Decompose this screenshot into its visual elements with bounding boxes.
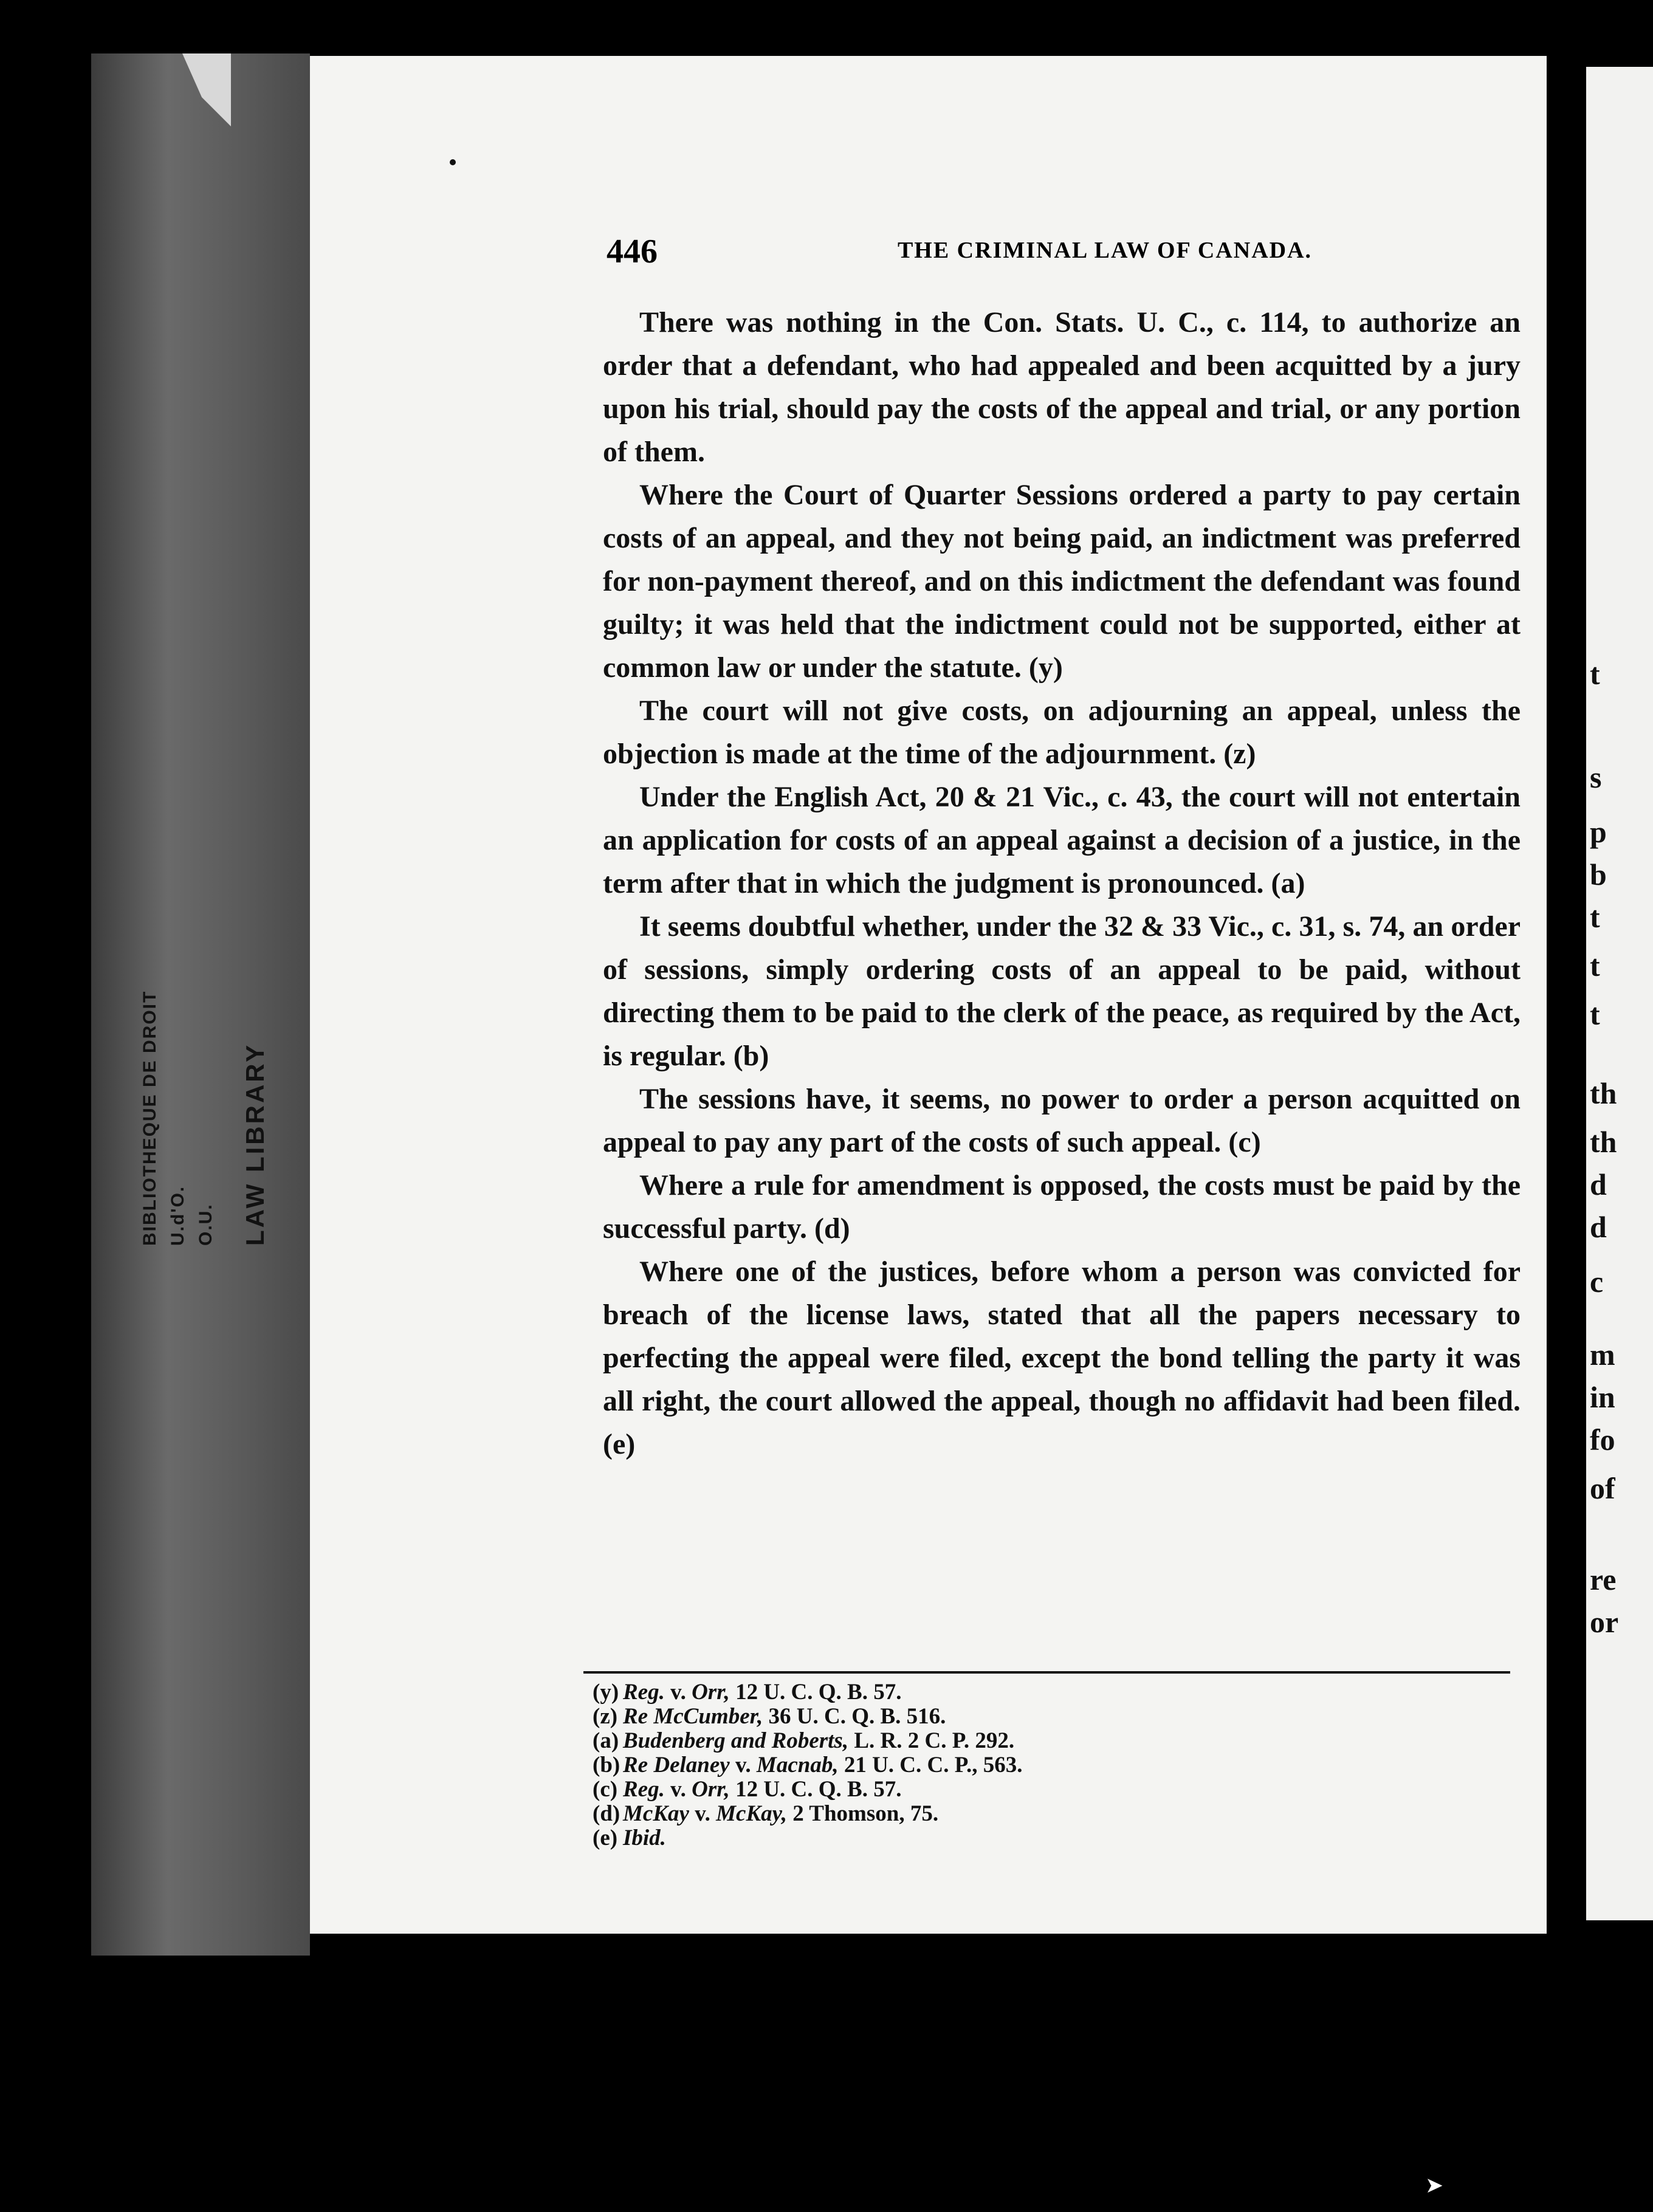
facing-page-fragment: fo [1590, 1423, 1615, 1457]
facing-page-fragment: b [1590, 857, 1607, 891]
facing-page-fragment: t [1590, 949, 1600, 983]
facing-page-fragment: d [1590, 1167, 1607, 1201]
scan-mark: ➤ [1425, 2173, 1444, 2197]
page-header [607, 232, 1521, 275]
paragraph: Where a rule for amendment is opposed, the costs must be paid by the successful party. (d) [603, 1169, 1521, 1245]
spine-label-line2: U.d'O. [168, 1185, 188, 1246]
facing-page-fragment: th [1590, 1076, 1617, 1110]
facing-page-fragment: s [1590, 760, 1602, 794]
facing-page-fragment: re [1590, 1562, 1617, 1596]
facing-page-fragment: th [1590, 1125, 1617, 1159]
paragraph: There was nothing in the Con. Stats. U. C., c. 114, to authorize an order that a defendant, who had appealed and been acquitted by a jury upon his trial, should pay the costs of the appeal and trial, or any portion of them. [603, 306, 1521, 468]
footnote: (a) Budenberg and Roberts, L. R. 2 C. P. 292. [593, 1728, 1015, 1753]
page-number: 446 [607, 233, 658, 270]
facing-page-fragment: m [1590, 1338, 1615, 1372]
footnote: (c) Reg. v. Orr, 12 U. C. Q. B. 57. [593, 1777, 902, 1802]
facing-page-fragment: or [1590, 1605, 1619, 1639]
facing-page-fragment: in [1590, 1380, 1615, 1414]
facing-page-edge [1586, 67, 1653, 1920]
paragraph: Under the English Act, 20 & 21 Vic., c. 43, the court will not entertain an application for costs of an appeal against a decision of a justice, in the term after that in which the judgment is pronounced. (a) [603, 781, 1521, 899]
paragraph: It seems doubtful whether, under the 32 & 33 Vic., c. 31, s. 74, an order of sessions, simply ordering costs of an appeal to be paid, without directing them to be paid to the clerk of the peace, as required by the Act, is regular. (b) [603, 910, 1521, 1072]
speck [450, 159, 456, 165]
facing-page-fragment: d [1590, 1210, 1607, 1244]
facing-page-fragment: of [1590, 1471, 1615, 1505]
spine-label-line3: O.U. [196, 1203, 216, 1246]
facing-page-fragment: t [1590, 657, 1600, 691]
paragraph: The court will not give costs, on adjourning an appeal, unless the objection is made at the time of the adjournment. (z) [603, 695, 1521, 770]
spine-label-line1: BIBLIOTHEQUE DE DROIT [140, 990, 160, 1246]
spine-label-line4: LAW LIBRARY [241, 1042, 269, 1246]
footnote: (b) Re Delaney v. Macnab, 21 U. C. C. P., 563. [593, 1753, 1023, 1777]
paragraph: Where one of the justices, before whom a person was convicted for breach of the license laws, stated that all the papers necessary to perfecting the appeal were filed, except the bond telling the party it was all right, the court allowed the appeal, though no affidavit had been filed. (e) [603, 1255, 1521, 1460]
paragraph: Where the Court of Quarter Sessions ordered a party to pay certain costs of an appeal, and they not being paid, an indictment was preferred for non-payment thereof, and on this indictment the defendant was found guilty; it was held that the indictment could not be supported, either at common law or under the statute. (y) [603, 479, 1521, 684]
footnote: (d) McKay v. McKay, 2 Thomson, 75. [593, 1801, 939, 1826]
facing-page-fragment: t [1590, 900, 1600, 934]
footnote: (y) Reg. v. Orr, 12 U. C. Q. B. 57. [593, 1680, 902, 1705]
footnotes [593, 1680, 1504, 1850]
spine-label [140, 991, 270, 1246]
running-title: THE CRIMINAL LAW OF CANADA. [897, 238, 1313, 263]
footnote: (z) Re McCumber, 36 U. C. Q. B. 516. [593, 1704, 946, 1729]
footnote-rule [583, 1671, 1510, 1674]
footnote: (e) Ibid. [593, 1826, 666, 1850]
body-text [603, 301, 1521, 1466]
facing-page-fragment: c [1590, 1265, 1604, 1299]
facing-page-fragment: t [1590, 997, 1600, 1031]
facing-page-fragment: p [1590, 815, 1607, 849]
paragraph: The sessions have, it seems, no power to order a person acquitted on appeal to pay any part of the costs of such appeal. (c) [603, 1083, 1521, 1158]
